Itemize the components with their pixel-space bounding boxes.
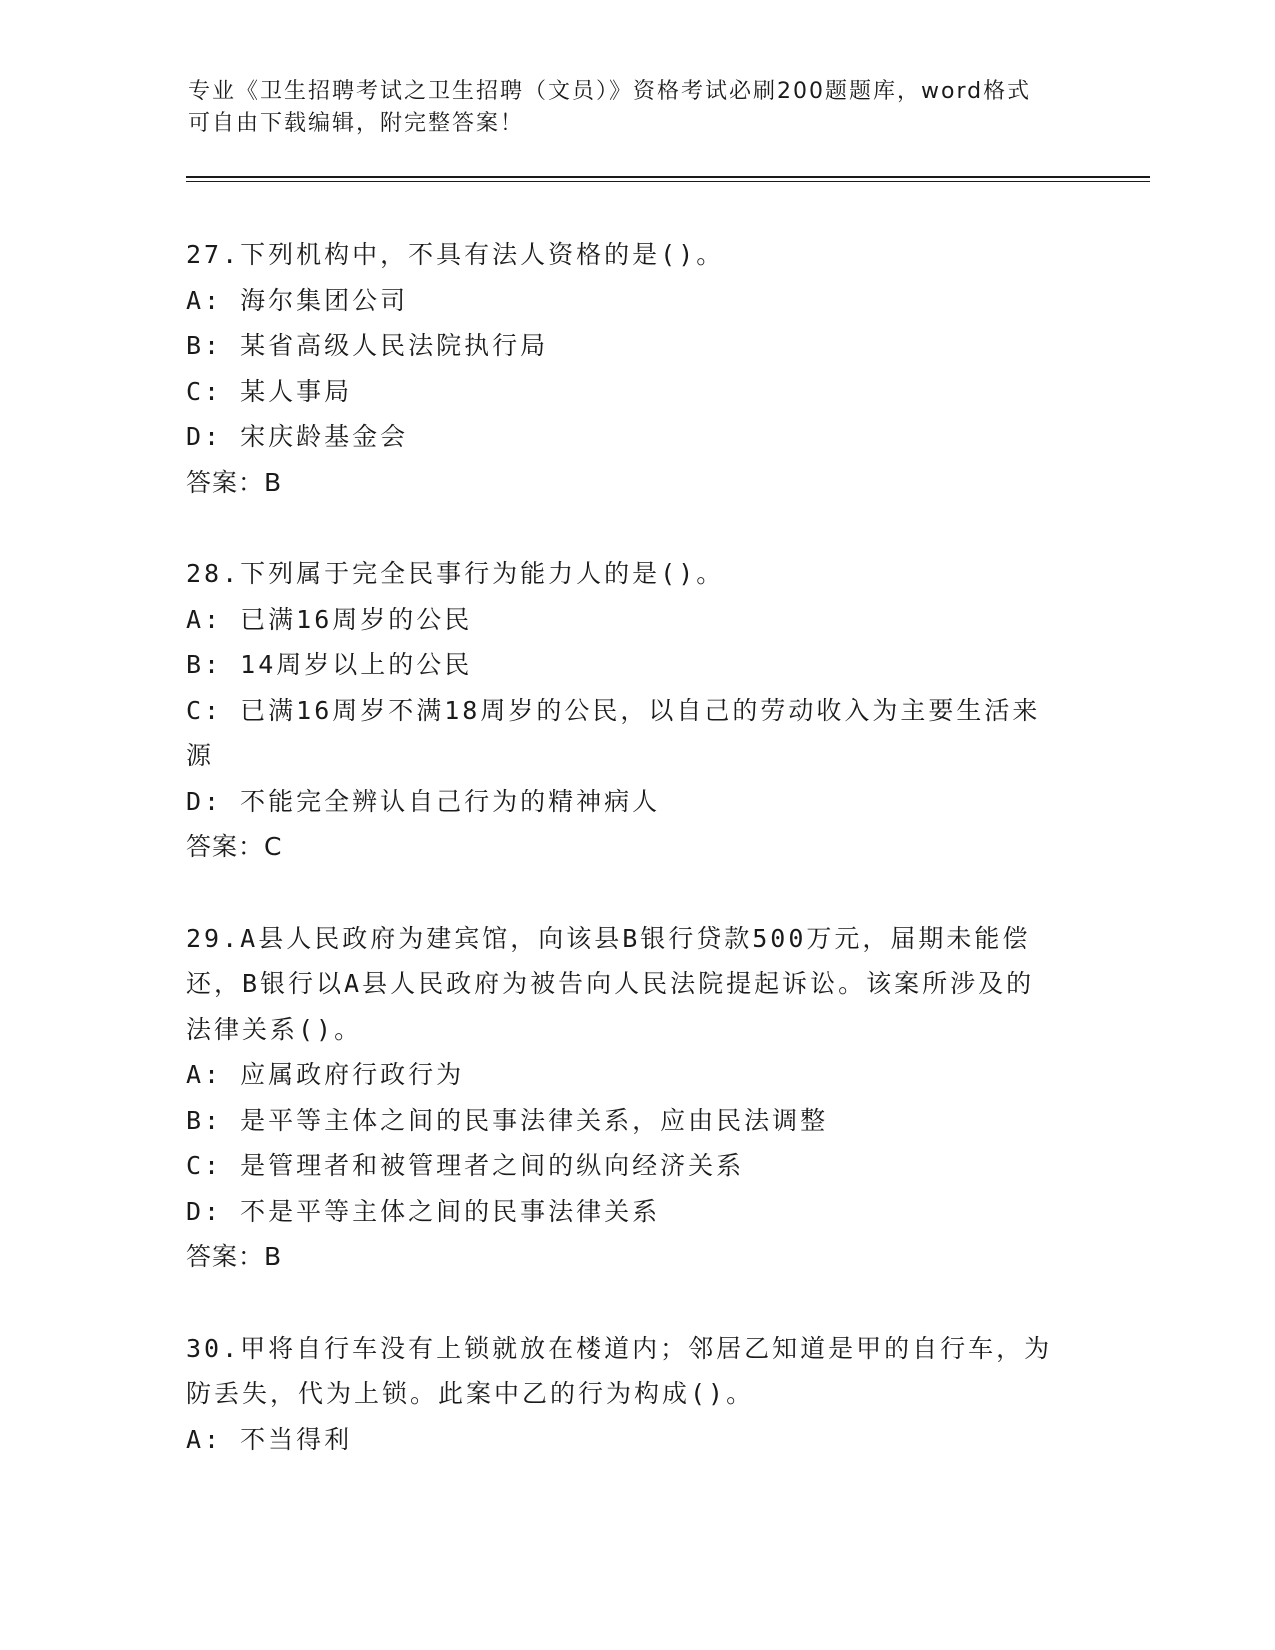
option-b: B: 是平等主体之间的民事法律关系，应由民法调整 — [186, 1105, 829, 1135]
question-stem: 27.下列机构中，不具有法人资格的是()。 — [186, 240, 725, 269]
question-30 — [186, 1326, 1086, 1463]
question-stem-line-2: 防丢失，代为上锁。此案中乙的行为构成()。 — [186, 1379, 755, 1408]
option-a: A: 不当得利 — [186, 1424, 353, 1454]
question-28 — [186, 551, 1086, 870]
question-stem-line-1: 29.A县人民政府为建宾馆，向该县B银行贷款500万元，届期未能偿 — [186, 923, 1031, 953]
option-b: B: 某省高级人民法院执行局 — [186, 331, 549, 360]
question-stem-line-3: 法律关系()。 — [186, 1014, 363, 1044]
option-c: C: 是管理者和被管理者之间的纵向经济关系 — [186, 1151, 745, 1180]
question-29 — [186, 916, 1086, 1280]
option-a: A: 应属政府行政行为 — [186, 1060, 465, 1089]
option-d: D: 不能完全辨认自己行为的精神病人 — [186, 786, 661, 816]
question-list — [186, 232, 1086, 1508]
answer: 答案：B — [186, 467, 283, 497]
option-c: C: 已满16周岁不满18周岁的公民，以自己的劳动收入为主要生活来 — [186, 695, 1041, 725]
option-d: D: 不是平等主体之间的民事法律关系 — [186, 1196, 661, 1226]
question-stem: 28.下列属于完全民事行为能力人的是()。 — [186, 559, 725, 588]
header-divider-thick — [186, 176, 1150, 178]
document-header — [188, 76, 1088, 140]
answer: 答案：B — [186, 1242, 283, 1271]
question-27 — [186, 232, 1086, 505]
header-title-line-1: 专业《卫生招聘考试之卫生招聘（文员）》资格考试必刷200题题库，word格式 — [188, 79, 1032, 104]
option-b: B: 14周岁以上的公民 — [186, 650, 473, 679]
question-stem-line-1: 30.甲将自行车没有上锁就放在楼道内；邻居乙知道是甲的自行车，为 — [186, 1333, 1053, 1363]
option-c: C: 某人事局 — [186, 376, 353, 406]
option-a: A: 已满16周岁的公民 — [186, 604, 473, 634]
option-d: D: 宋庆龄基金会 — [186, 422, 409, 451]
header-title-line-2: 可自由下载编辑，附完整答案！ — [188, 111, 525, 136]
option-c-continued: 源 — [186, 741, 215, 770]
header-divider-thin — [186, 181, 1150, 182]
option-a: A: 海尔集团公司 — [186, 285, 409, 315]
answer: 答案：C — [186, 832, 283, 861]
question-stem-line-2: 还，B银行以A县人民政府为被告向人民法院提起诉讼。该案所涉及的 — [186, 969, 1035, 998]
